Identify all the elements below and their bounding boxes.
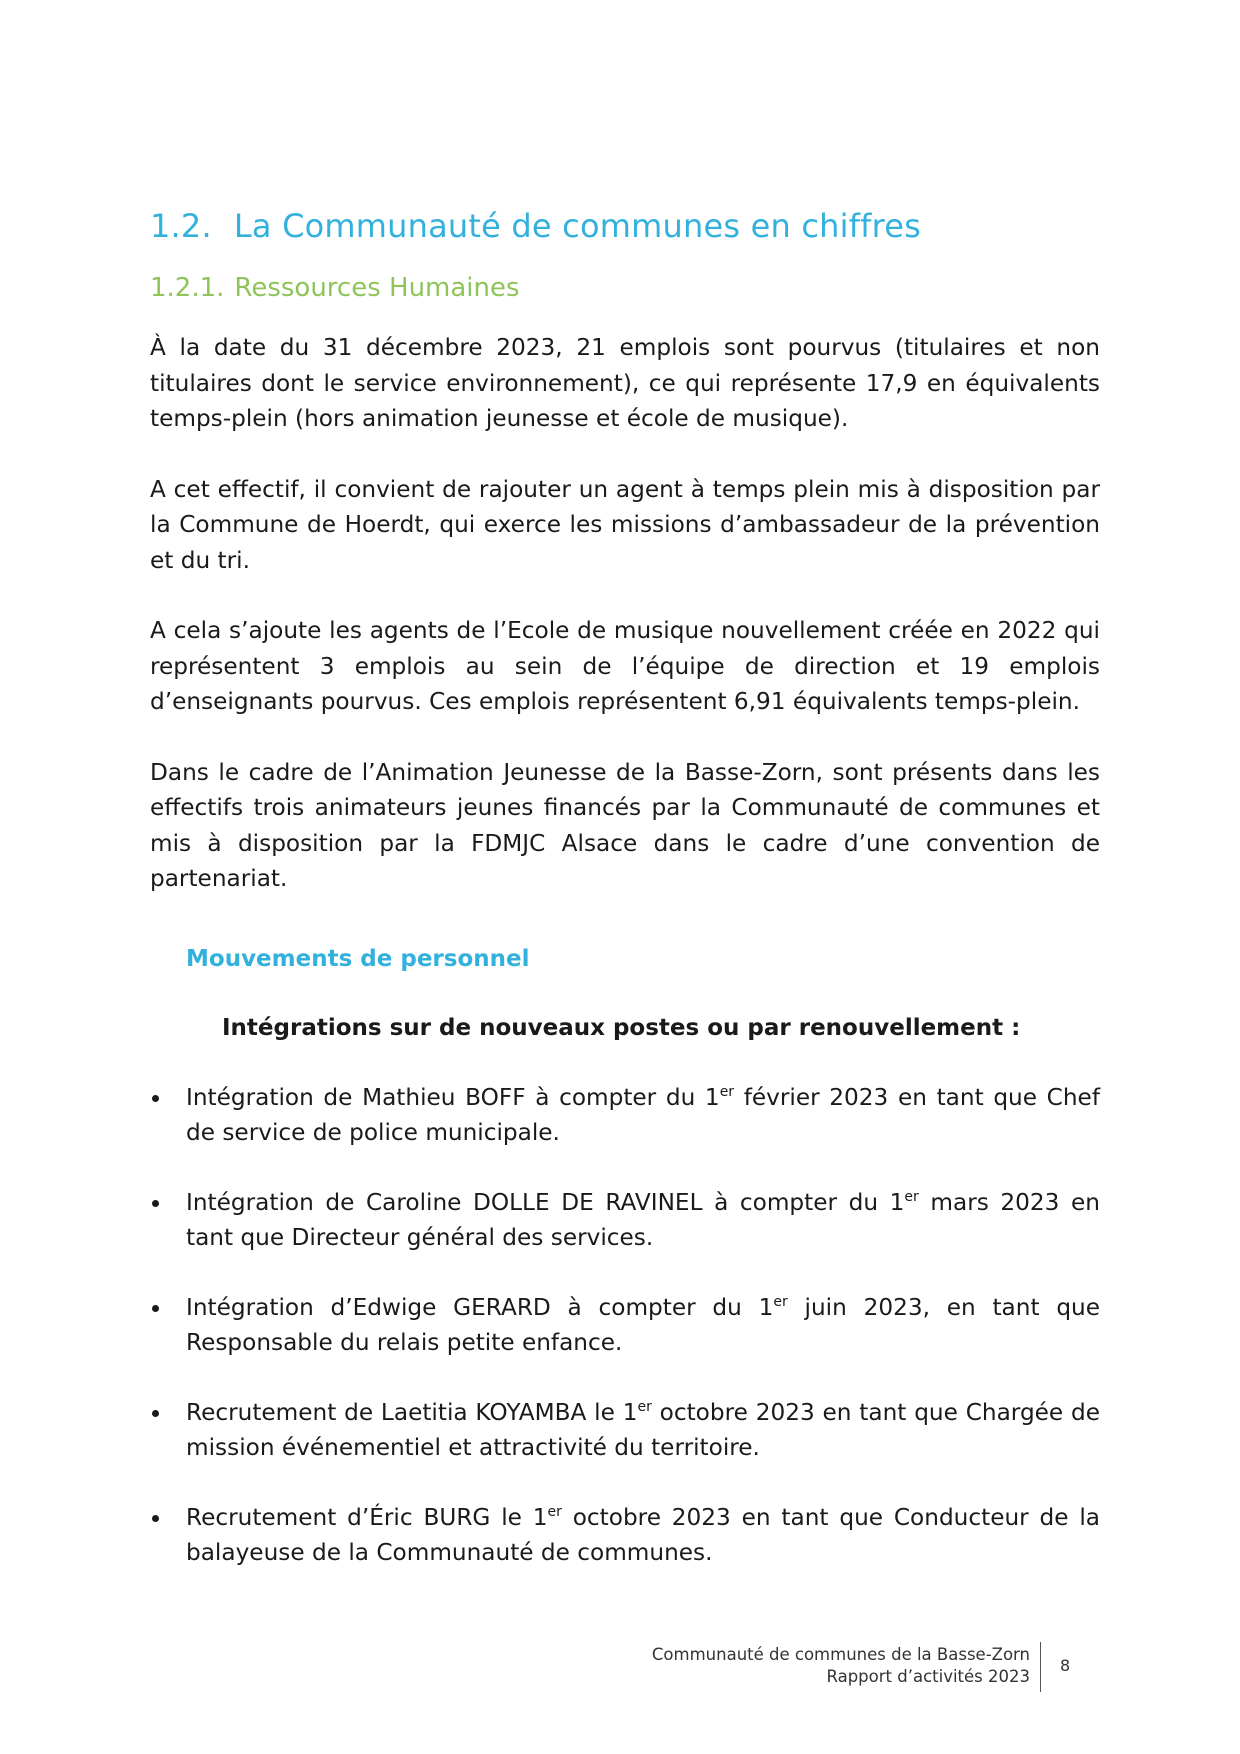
integrations-heading: Intégrations sur de nouveaux postes ou par renouvellement : [222, 1014, 1021, 1041]
bullet-icon [152, 1305, 159, 1312]
paragraph-music-school: A cela s’ajoute les agents de l’Ecole de musique nouvellement créée en 2022 qui représentent 3 emplois au sein de l’équipe de direction et 19 emplois d’enseignants pourvus. Ces emplois représentent 6,91 équivalents temps-plein. [150, 617, 1100, 715]
footer-report-title: Rapport d’activités 2023 [826, 1667, 1030, 1686]
paragraph-staff-count: À la date du 31 décembre 2023, 21 emplois sont pourvus (titulaires et non titulaires dont le service environnement), ce qui représente 17,9 en équivalents temps-plein (hors animation jeunesse et école de musique). [150, 334, 1100, 432]
list-item: Intégration de Caroline DOLLE DE RAVINEL à compter du 1er mars 2023 en tant que Directeur général des services. [150, 1185, 1100, 1256]
movements-heading: Mouvements de personnel [186, 945, 530, 972]
list-item: Intégration d’Edwige GERARD à compter du 1er juin 2023, en tant que Responsable du relais petite enfance. [150, 1290, 1100, 1361]
bullet-icon [152, 1200, 159, 1207]
subsection-heading [150, 264, 1100, 312]
section-heading [150, 198, 1100, 254]
page-footer [652, 1644, 1030, 1688]
list-item: Intégration de Mathieu BOFF à compter du 1er février 2023 en tant que Chef de service de police municipale. [150, 1080, 1100, 1151]
subsection-title: Ressources Humaines [234, 273, 520, 303]
footer-divider [1040, 1642, 1041, 1692]
bullet-icon [152, 1515, 159, 1522]
page-content [150, 198, 1100, 1605]
subsection-number: 1.2.1. [150, 273, 225, 303]
section-title: La Communauté de communes en chiffres [233, 207, 922, 245]
paragraph-hoerdt-agent: A cet effectif, il convient de rajouter un agent à temps plein mis à disposition par la Commune de Hoerdt, qui exerce les missions d’ambassadeur de la prévention et du tri. [150, 475, 1100, 574]
bullet-icon [152, 1410, 159, 1417]
list-item: Recrutement d’Éric BURG le 1er octobre 2023 en tant que Conducteur de la balayeuse de la Communauté de communes. [150, 1500, 1100, 1571]
integrations-list [150, 1080, 1100, 1571]
page-number: 8 [1060, 1656, 1071, 1675]
bullet-icon [152, 1095, 159, 1102]
footer-organization: Communauté de communes de la Basse-Zorn [651, 1645, 1030, 1664]
list-item: Recrutement de Laetitia KOYAMBA le 1er octobre 2023 en tant que Chargée de mission événementiel et attractivité du territoire. [150, 1395, 1100, 1466]
paragraph-youth-animation: Dans le cadre de l’Animation Jeunesse de la Basse-Zorn, sont présents dans les effectifs trois animateurs jeunes financés par la Communauté de communes et mis à disposition par la FDMJC Alsace dans le cadre d’une convention de partenariat. [150, 758, 1100, 892]
section-number: 1.2. [150, 207, 212, 245]
